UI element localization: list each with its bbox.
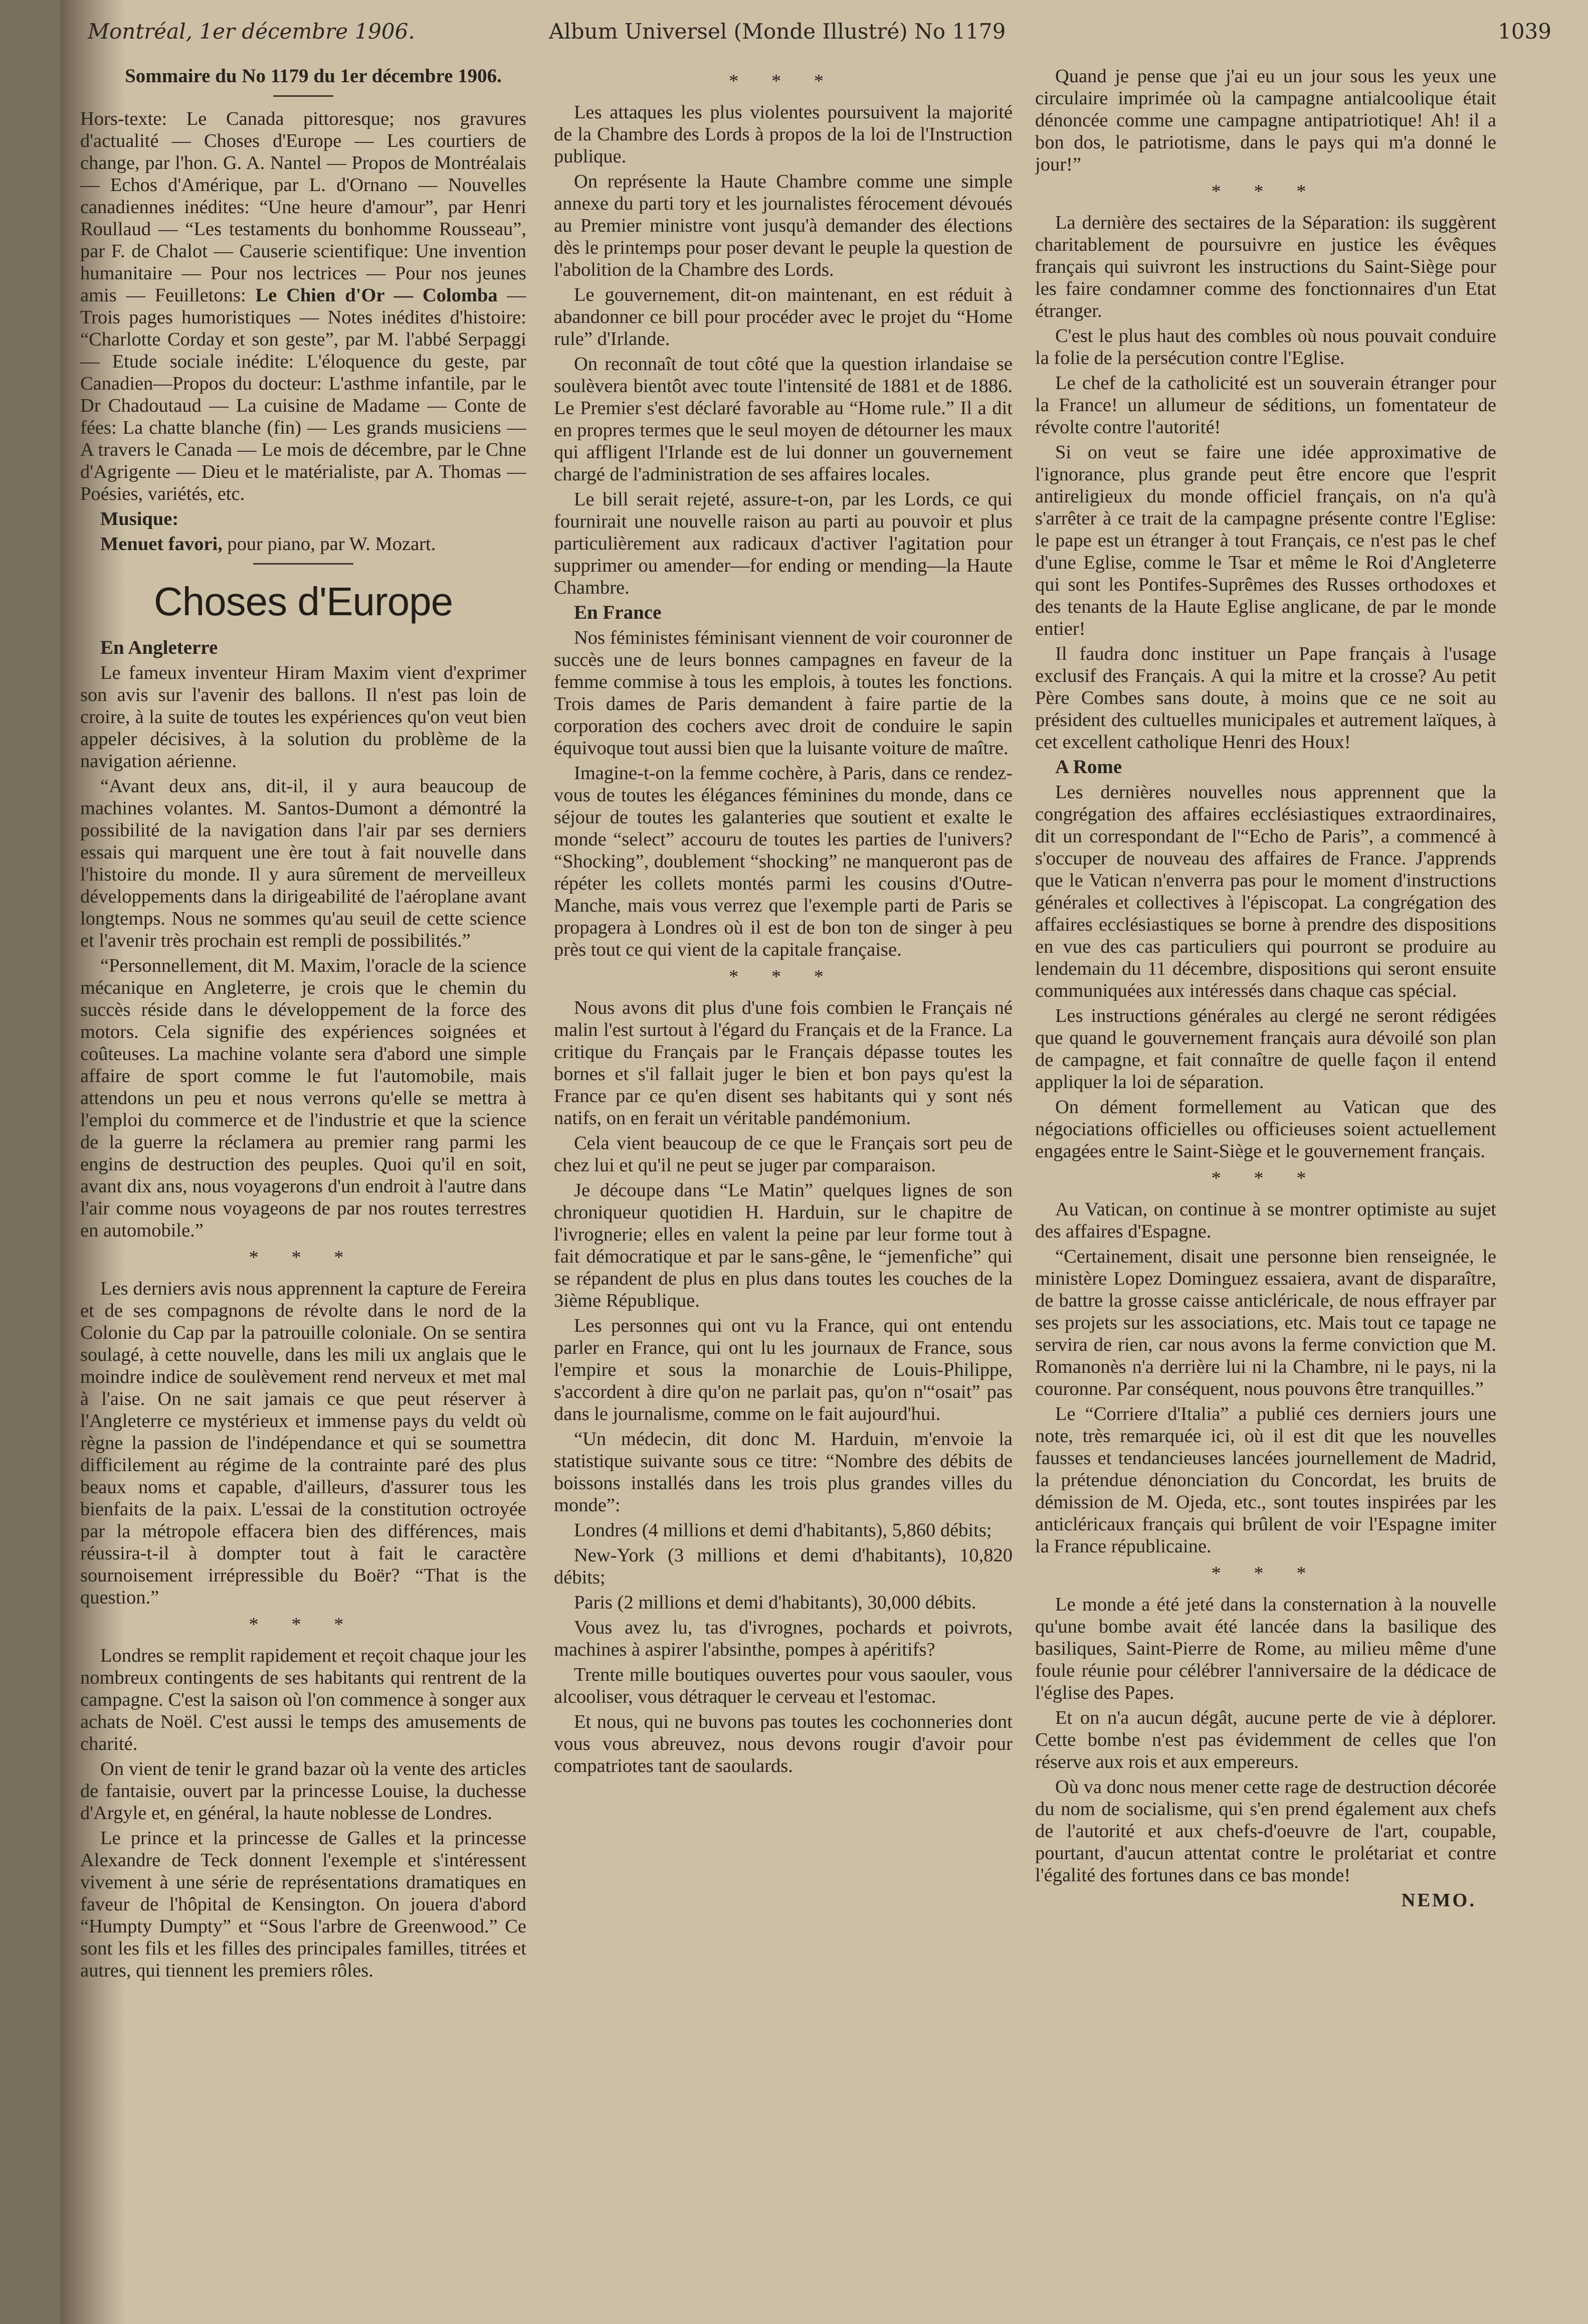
section-heading-france: En France xyxy=(574,602,662,623)
paragraph: Cela vient beaucoup de ce que le Français sort peu de chez lui et qu'il ne peut se juger par comparaison. xyxy=(554,1133,1013,1176)
paragraph: On vient de tenir le grand bazar où la vente des articles de fantaisie, ouvert par la princesse Louise, la duchesse d'Argyle et, en général, la haute noblesse de Londres. xyxy=(80,1758,526,1824)
article-title: Choses d'Europe xyxy=(153,579,453,624)
section-separator: * * * xyxy=(1211,1168,1320,1189)
paragraph: Et nous, qui ne buvons pas toutes les cochonneries dont vous vous abreuvez, nous devons rougir d'avoir pour compatriotes tant de saoulards. xyxy=(554,1711,1013,1776)
paragraph: Le “Corriere d'Italia” a publié ces derniers jours une note, très remarquée ici, où il est dit que les nouvelles fausses et tendancieuses lancées journellement de Madrid, la prétendue dénonciation du Concordat, les bruits de démission de M. Ojeda, etc., sont toutes inspirées par les anticléricaux français qui brûlent de voir l'Espagne imiter la France républicaine. xyxy=(1035,1403,1496,1557)
running-header xyxy=(88,19,1551,54)
paragraph: Les instructions générales au clergé ne seront rédigées que quand le gouvernement français aura dévoilé son plan de campagne, et fait connaître de quelle façon il entend appliquer la loi de séparation. xyxy=(1035,1005,1496,1093)
paragraph: On représente la Haute Chambre comme une simple annexe du parti tory et les journalistes férocement dévoués au Premier ministre vont jusqu'à demander des élections dès le printemps pour poser devant le peuple la question de l'abolition de la Chambre des Lords. xyxy=(554,171,1013,280)
paragraph: Les attaques les plus violentes poursuivent la majorité de la Chambre des Lords à propos de la loi de l'Instruction publique. xyxy=(554,102,1013,167)
paragraph: Nous avons dit plus d'une fois combien le Français né malin l'est surtout à l'égard du Français et de la France. La critique du Français par le Français dépasse toutes les bornes et s'il fallait juger le bien et bon pays qu'est la France par ce qu'en disent ses habitants qui y sont nés natifs, on en ferait un véritable pandémonium. xyxy=(554,997,1013,1129)
paragraph: Je découpe dans “Le Matin” quelques lignes de son chroniqueur quotidien H. Harduin, sur le chapitre de l'ivrognerie; elles en valent la peine par leur forme tout à fait démocratique et par le sans-gêne, le “jemenfiche” qui se répandent de plus en plus dans toutes les couches de la 3ième République. xyxy=(554,1180,1013,1311)
paragraph: Londres se remplit rapidement et reçoit chaque jour les nombreux contingents de ses habitants qui rentrent de la campagne. C'est la saison où l'on commence à songer aux achats de Noël. C'est aussi le temps des amusements de charité. xyxy=(80,1645,526,1754)
paragraph: Vous avez lu, tas d'ivrognes, pochards et poivrots, machines à aspirer l'absinthe, pompes à apéritifs? xyxy=(554,1617,1013,1660)
paragraph: On reconnaît de tout côté que la question irlandaise se soulèvera bientôt avec toute l'intensité de 1881 et de 1886. Le Premier s'est déclaré favorable au “Home rule.” Il a dit en propres termes que le seul moyen de détourner les maux qui affligent l'Irlande est de lui donner un gouvernement chargé de l'administration de ses affaires locales. xyxy=(554,353,1013,485)
paragraph: Le monde a été jeté dans la consternation à la nouvelle qu'une bombe avait été lancée dans la basilique des basiliques, Saint-Pierre de Rome, au milieu même d'une foule réunie pour célébrer l'anniversaire de la dédicace de l'église des Papes. xyxy=(1035,1594,1496,1703)
sommaire-text-2: — Trois pages humoristiques — Notes inédites d'histoire: “Charlotte Corday et son geste”, par M. l'abbé Serpaggi — Etude sociale inédite: L'éloquence du geste, par Canadien—Propos du docteur: L'asthme infantile, par le Dr Chadoutaud — La cuisine de Madame — Conte de fées: La chatte blanche (fin) — Les grands musiciens — A travers le Canada — Le mois de décembre, par le Chne d'Agrigente — Dieu et le matérialiste, par A. Thomas — Poésies, variétés, etc. xyxy=(80,285,526,504)
musique-entry xyxy=(80,533,526,555)
paragraph: Le bill serait rejeté, assure-t-on, par les Lords, ce qui fournirait une nouvelle raison au parti au pouvoir et plus particulièrement aux radicaux d'activer l'agitation pour supprimer ou amender—for ending or mending—la Haute Chambre. xyxy=(554,489,1013,598)
paragraph: Le prince et la princesse de Galles et la princesse Alexandre de Teck donnent l'exemple et s'intéressent vivement à une série de représentations dramatiques en faveur de l'hôpital de Kensington. On jouera d'abord “Humpty Dumpty” et “Sous l'arbre de Greenwood.” Ce sont les fils et les filles des principales familles, titrées et autres, qui tiennent les premiers rôles. xyxy=(80,1828,526,1981)
column-1 xyxy=(80,65,526,2291)
section-separator: * * * xyxy=(1211,1563,1320,1584)
paragraph: C'est le plus haut des combles où nous pouvait conduire la folie de la persécution contre l'Eglise. xyxy=(1035,325,1496,369)
author-signature: NEMO. xyxy=(1401,1890,1476,1911)
paragraph: Et on n'a aucun dégât, aucune perte de vie à déplorer. Cette bombe n'est pas évidemment de celles que l'on réserve aux rois et aux empereurs. xyxy=(1035,1707,1496,1772)
paragraph: “Certainement, disait une personne bien renseignée, le ministère Lopez Dominguez essaiera, avant de disparaître, de battre la grosse caisse anticléricale, de nous effrayer par ses projets sur les associations, etc. Mais tout ce tapage ne servira de rien, car nous avons la ferme conviction que M. Romanonès n'a derrière lui ni la Chambre, ni le pays, ni la couronne. Par conséquent, nous pouvons être tranquilles.” xyxy=(1035,1246,1496,1399)
paragraph: “Personnellement, dit M. Maxim, l'oracle de la science mécanique en Angleterre, je crois que le chemin du succès réside dans le développement de la force des motors. Cela signifie des expériences soignées et coûteuses. La machine volante sera d'abord une simple affaire de sport comme le fut l'automobile, mais attendons un peu et nous verrons qu'elle se mettra à l'emploi du commerce et de l'industrie et que la science de la guerre la réclamera au premier rang parmi les engins de destruction des peuples. Quoi qu'il en soit, avant dix ans, nous voyagerons d'un endroit à l'autre dans l'air comme nous voyageons de par nos routes terrestres en automobile.” xyxy=(80,955,526,1241)
rule-divider xyxy=(273,95,333,97)
paragraph: “Avant deux ans, dit-il, il y aura beaucoup de machines volantes. M. Santos-Dumont a démontré la possibilité de la navigation dans l'air par ses derniers essais qui marquent une ère tout à fait nouvelle dans l'histoire du monde. Il y aura sûrement de merveilleux développements dans la dirigeabilité de l'aéroplane avant longtemps. Nous ne sommes qu'au seuil de cette science et l'avenir très prochain est rempli de possibilités.” xyxy=(80,776,526,951)
statistic-item: New-York (3 millions et demi d'habitants), 10,820 débits; xyxy=(554,1545,1013,1588)
section-heading-rome: A Rome xyxy=(1055,756,1122,778)
statistics-list xyxy=(554,1519,1013,1614)
section-heading-angleterre: En Angleterre xyxy=(100,637,218,658)
header-page-number: 1039 xyxy=(1498,19,1551,44)
musique-label: Musique: xyxy=(100,508,179,529)
paragraph: Nos féministes féminisant viennent de voir couronner de succès une de leurs bonnes campagnes en faveur de la femme commise à tous les emplois, à toutes les fonctions. Trois dames de Paris demandent à faire partie de la corporation des cochers avec droit de conduire le sapin équivoque tout aussi bien que la luisante voiture de maître. xyxy=(554,627,1013,759)
paragraph: Trente mille boutiques ouvertes pour vous saouler, vous alcooliser, vous détraquer le cerveau et l'estomac. xyxy=(554,1664,1013,1707)
header-publication: Album Universel (Monde Illustré) No 1179 xyxy=(549,19,1006,44)
paragraph: La dernière des sectaires de la Séparation: ils suggèrent charitablement de poursuivre en justice les évêques français qui suivront les instructions du Saint-Siège pour les faire condamner comme des fonctionnaires d'un Etat étranger. xyxy=(1035,212,1496,321)
section-separator: * * * xyxy=(249,1614,358,1635)
header-date: Montréal, 1er décembre 1906. xyxy=(88,19,415,44)
statistic-item: Paris (2 millions et demi d'habitants), 30,000 débits. xyxy=(574,1592,976,1613)
paragraph: Il faudra donc instituer un Pape français à l'usage exclusif des Français. A qui la mitre et la crosse? Au petit Père Combes sans doute, à moins que ce ne soit au président des cultuelles municipales et autrement laïques, à cet excellent catholique Henri des Houx! xyxy=(1035,643,1496,753)
sommaire-text-1: Hors-texte: Le Canada pittoresque; nos gravures d'actualité — Choses d'Europe — Les courtiers de change, par l'hon. G. A. Nantel — Propos de Montréalais — Echos d'Amérique, par L. d'Ornano — Nouvelles canadiennes inédites: “Une heure d'amour”, par Henri Roullaud — “Les testaments du bonhomme Rousseau”, par F. de Chalot — Causerie scientifique: Une invention humanitaire — Pour nos lectrices — Pour nos jeunes amis — Feuilletons: xyxy=(80,108,526,306)
sommaire-title: Sommaire du No 1179 du 1er décembre 1906. xyxy=(125,65,502,87)
column-2 xyxy=(554,65,1013,2291)
paragraph: Si on veut se faire une idée approximative de l'ignorance, plus grande peut être encore que l'esprit antireligieux du monde officiel français, on n'a qu'à s'arrêter à ce trait de la campagne présente contre l'Eglise: le pape est un étranger à tout Français, ce n'est pas le chef d'une Eglise, comme le Tsar et même le Roi d'Angleterre qui sont les Pontifes-Suprêmes des Russes orthodoxes et des tenants de la Haute Eglise anglicane, de par le monde entier! xyxy=(1035,442,1496,639)
paragraph: Le chef de la catholicité est un souverain étranger pour la France! un allumeur de séditions, un fomentateur de révolte contre l'autorité! xyxy=(1035,373,1496,438)
paragraph: Les derniers avis nous apprennent la capture de Fereira et de ses compagnons de révolte dans le nord de la Colonie du Cap par la patrouille coloniale. On se sentira soulagé, à cette nouvelle, dans les mili ux anglais que le moindre indice de soulèvement rend nerveux et met mal à l'aise. On ne sait jamais ce que peut réserver à l'Angleterre ce mystérieux et immense pays du veldt où règne la passion de l'indépendance et qui se soumettra difficilement au régime de la contrainte paré des plus beaux noms et capable, d'ailleurs, d'assurer tous les bienfaits de la paix. L'essai de la constitution octroyée par la métropole effacera bien des différences, mais réussira-t-il à dompter tout à fait le caractère sournoisement irrépressible du Boër? “That is the question.” xyxy=(80,1278,526,1608)
sommaire-contents xyxy=(80,108,526,505)
sommaire-feuilletons: Le Chien d'Or — Colomba xyxy=(255,285,498,306)
paragraph: Le gouvernement, dit-on maintenant, en est réduit à abandonner ce bill pour procéder avec le projet du “Home rule” d'Irlande. xyxy=(554,284,1013,349)
paragraph: Où va donc nous mener cette rage de destruction décorée du nom de socialisme, qui s'en prend également aux chefs de l'autorité et aux chefs-d'oeuvre de l'art, coupable, pourtant, d'aucun attentat contre le prolétariat et contre l'égalité des fortunes dans ce bas monde! xyxy=(1035,1776,1496,1886)
section-separator: * * * xyxy=(729,71,838,92)
paragraph: “Un médecin, dit donc M. Harduin, m'envoie la statistique suivante sous ce titre: “Nombre des débits de boissons installés dans les trois plus grandes villes du monde”: xyxy=(554,1428,1013,1516)
paragraph: Les personnes qui ont vu la France, qui ont entendu parler en France, qui ont lu les journaux de France, sous l'empire et sous la monarchie de Louis-Philippe, s'accordent à dire qu'on ne parlait pas, qu'on n'“osait” pas dans le journalisme, comme on le fait aujourd'hui. xyxy=(554,1315,1013,1424)
paragraph: On dément formellement au Vatican que des négociations officielles ou officieuses soient actuellement engagées entre le Saint-Siège et le gouvernement français. xyxy=(1035,1097,1496,1162)
section-separator: * * * xyxy=(1211,181,1320,202)
column-3 xyxy=(1035,65,1496,2291)
section-separator: * * * xyxy=(249,1247,358,1268)
paragraph: Le fameux inventeur Hiram Maxim vient d'exprimer son avis sur l'avenir des ballons. Il n'est pas loin de croire, à la suite de toutes les expériences qu'on veut bien appeler décisives, à la solution du problème de la navigation aérienne. xyxy=(80,662,526,772)
musique-credit: pour piano, par W. Mozart. xyxy=(227,533,436,555)
rule-divider xyxy=(253,563,353,565)
section-separator: * * * xyxy=(729,966,838,987)
paragraph: Au Vatican, on continue à se montrer optimiste au sujet des affaires d'Espagne. xyxy=(1035,1199,1496,1242)
paragraph: Imagine-t-on la femme cochère, à Paris, dans ce rendez-vous de toutes les élégances féminines du monde, dans ce séjour de toutes les galanteries que soutient et exalte le monde “select” accouru de toutes les parties de l'univers? “Shocking”, doublement “shocking” ne manqueront pas de répéter les collets montés parmi les cousins d'Outre-Manche, mais vous verrez que l'exemple parti de Paris se propagera à Londres où il est de bon ton de singer à peu près tout ce qui vient de la capitale française. xyxy=(554,763,1013,960)
musique-title: Menuet favori, xyxy=(100,533,223,555)
statistic-item: Londres (4 millions et demi d'habitants), 5,860 débits; xyxy=(574,1520,992,1541)
paragraph: Les dernières nouvelles nous apprennent que la congrégation des affaires ecclésiastiques extraordinaires, dit un correspondant de l'“Echo de Paris”, a commencé à s'occuper de nouveau des affaires de France. J'apprends que le Vatican n'enverra pas pour le moment d'instructions générales et collectives à l'épiscopat. La congrégation des affaires ecclésiastiques se borne à prendre des dispositions en vue des cas particuliers qui pourront se produire au lendemain du 11 décembre, dispositions qui seront ensuite communiquées aux intéressés dans chaque cas spécial. xyxy=(1035,782,1496,1001)
paragraph: Quand je pense que j'ai eu un jour sous les yeux une circulaire imprimée où la campagne antialcoolique était dénoncée comme une campagne antipatriotique! Ah! il a bon dos, le patriotisme, dans le pays qui m'a donné le jour!” xyxy=(1035,66,1496,175)
